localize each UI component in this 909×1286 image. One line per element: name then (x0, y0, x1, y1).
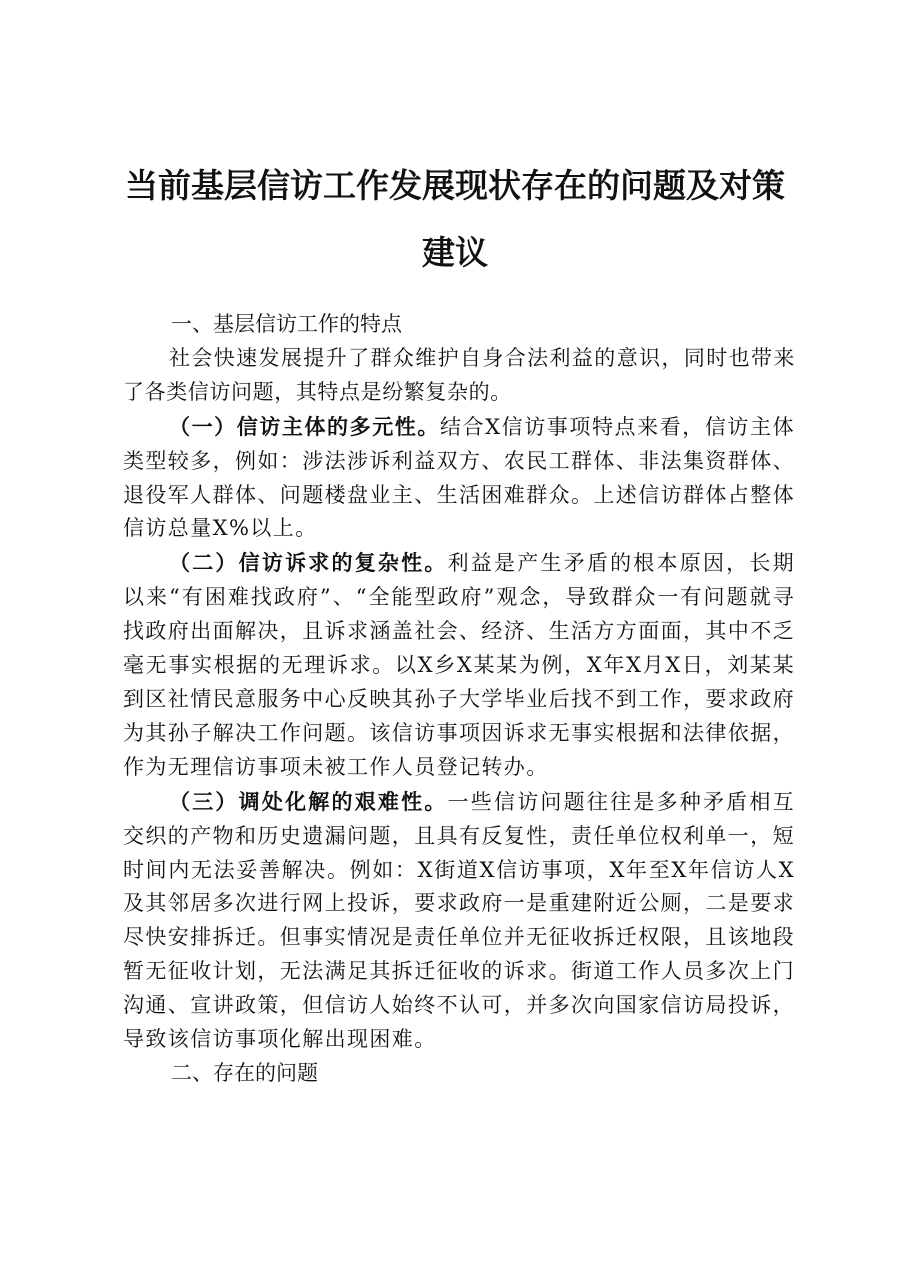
subheading-diverse-subjects: （一）信访主体的多元性。 (169, 413, 440, 439)
section-heading-features: 一、基层信访工作的特点 (171, 312, 402, 336)
intro-paragraph: 社会快速发展提升了群众维护自身合法利益的意识，同时也带来了各类信访问题，其特点是纷繁复杂的。 (123, 345, 795, 404)
document-body (123, 308, 795, 1091)
section-heading-problems: 二、存在的问题 (171, 1060, 318, 1085)
document-title-line-1: 当前基层信访工作发展现状存在的问题及对策 (125, 166, 785, 205)
document-title-line-2: 建议 (422, 233, 488, 272)
subheading-difficult-resolution: （三）调处化解的艰难性。 (169, 788, 448, 814)
paragraph-complex-demands (123, 546, 795, 784)
paragraph-difficult-resolution (123, 785, 795, 1057)
subheading-complex-demands: （二）信访诉求的复杂性。 (169, 550, 448, 576)
paragraph-complex-demands-text: 利益是产生矛盾的根本原因，长期以来“有困难找政府”、“全能型政府”观念，导致群众一有问题就寻找政府出面解决，且诉求涵盖社会、经济、生活方方面面，其中不乏毫无事实根据的无理诉求。以X乡X某某为例，X年X月X日，刘某某到区社情民意服务中心反映其孙子大学毕业后找不到工作，要求政府为其孙子解决工作问题。该信访事项因诉求无事实根据和法律依据，作为无理信访事项未被工作人员登记转办。 (123, 551, 795, 779)
paragraph-diverse-subjects (123, 410, 795, 547)
paragraph-difficult-resolution-text: 一些信访问题往往是多种矛盾相互交织的产物和历史遗漏问题，且具有反复性，责任单位权利单一，短时间内无法妥善解决。例如：X街道X信访事项，X年至X年信访人X及其邻居多次进行网上投诉，要求政府一是重建附近公厕，二是要求尽快安排拆迁。但事实情况是责任单位并无征收拆迁权限，且该地段暂无征收计划，无法满足其拆迁征收的诉求。街道工作人员多次上门沟通、宣讲政策，但信访人始终不认可，并多次向国家信访局投诉，导致该信访事项化解出现困难。 (123, 789, 795, 1052)
paragraph-diverse-subjects-text: 结合X信访事项特点来看，信访主体类型较多，例如：涉法涉诉利益双方、农民工群体、非法集资群体、退役军人群体、问题楼盘业主、生活困难群众。上述信访群体占整体信访总量X%以上。 (123, 414, 795, 541)
